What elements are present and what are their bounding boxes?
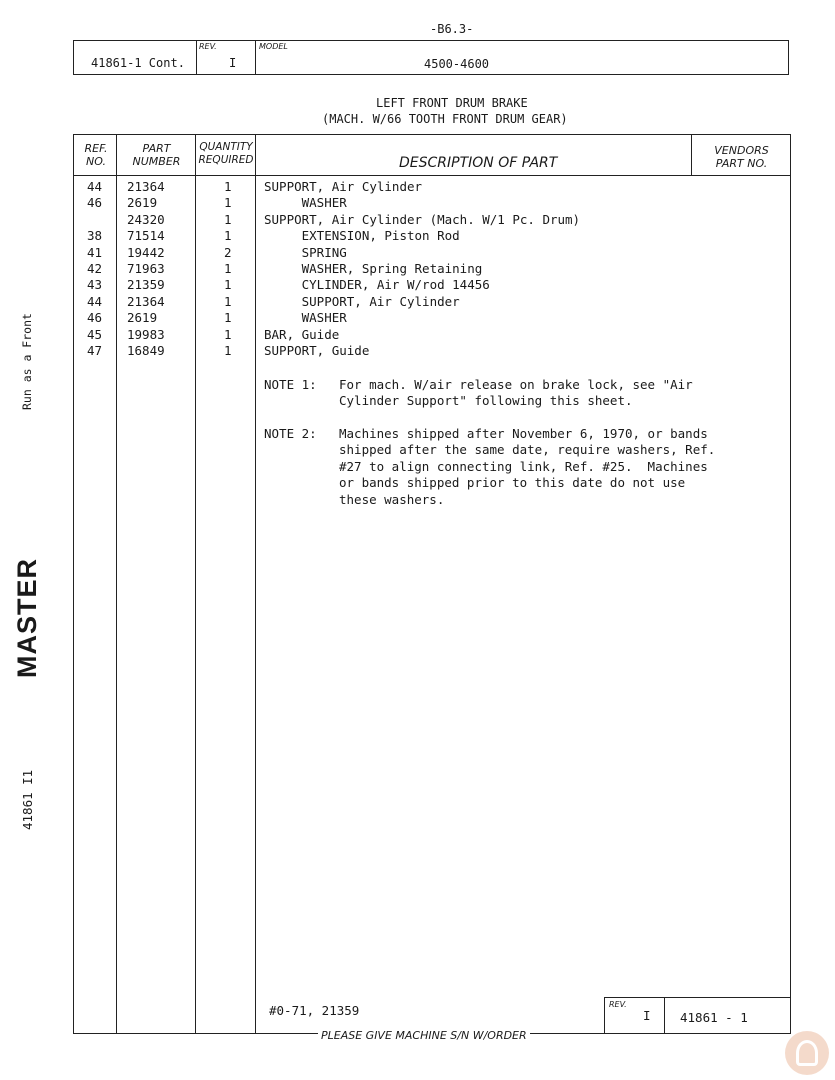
part-number-cell: 2619: [127, 195, 158, 211]
part-number-cell: 71963: [127, 261, 165, 276]
note-line: shipped after the same date, require washers, Ref.: [339, 442, 716, 458]
table-row: [74, 343, 790, 359]
footer-rev-value: I: [643, 1008, 651, 1023]
part-number-cell: 2619: [127, 310, 158, 326]
note-label: NOTE 1:: [264, 377, 317, 392]
order-instruction: PLEASE GIVE MACHINE S/N W/ORDER: [318, 1029, 530, 1042]
description-cell: SUPPORT, Guide: [264, 343, 370, 358]
note-line: Machines shipped after November 6, 1970, or bands: [339, 426, 708, 441]
quantity-cell: 1: [224, 179, 232, 194]
ref-cell: 45: [87, 326, 103, 342]
note-line: For mach. W/air release on brake lock, see "Air: [339, 377, 693, 392]
quantity-cell: 1: [224, 310, 232, 326]
description-cell: EXTENSION, Piston Rod: [264, 228, 460, 244]
section-title: LEFT FRONT DRUM BRAKE: [376, 96, 528, 110]
quantity-cell: 1: [224, 343, 232, 358]
table-row: [74, 228, 790, 244]
quantity-cell: 1: [224, 228, 232, 244]
quantity-cell: 2: [224, 244, 232, 260]
footer-doc-number: 41861 - 1: [680, 1010, 748, 1025]
description-cell: SUPPORT, Air Cylinder: [264, 293, 460, 309]
table-row: [74, 310, 790, 326]
ref-cell: 44: [87, 179, 103, 194]
part-number-cell: 21359: [127, 277, 165, 293]
part-number-cell: 24320: [127, 211, 165, 227]
quantity-cell: 1: [224, 326, 232, 342]
description-cell: CYLINDER, Air W/rod 14456: [264, 277, 490, 293]
quantity-cell: 1: [224, 293, 232, 309]
quantity-cell: 1: [224, 211, 232, 227]
ref-cell: 43: [87, 277, 103, 293]
header-box: [73, 40, 789, 75]
description-cell: SUPPORT, Air Cylinder (Mach. W/1 Pc. Drum): [264, 211, 581, 227]
footer-box: [604, 997, 790, 1033]
table-row: [74, 261, 790, 277]
header-model-label: MODEL: [259, 42, 288, 51]
header-model-value: 4500-4600: [424, 57, 490, 71]
description-cell: BAR, Guide: [264, 326, 340, 342]
ref-cell: 46: [87, 310, 103, 326]
ref-cell: 47: [87, 343, 103, 358]
note-line: Cylinder Support" following this sheet.: [339, 393, 633, 409]
page-reference: -B6.3-: [430, 22, 474, 36]
table-row: [74, 277, 790, 293]
description-cell: SPRING: [264, 244, 347, 260]
col-header-ref: REF. NO.: [84, 142, 108, 168]
part-number-cell: 19983: [127, 326, 165, 342]
table-row: [74, 195, 790, 211]
note-line: or bands shipped prior to this date do not use: [339, 475, 686, 491]
quantity-cell: 1: [224, 277, 232, 293]
col-header-part: PART NUMBER: [132, 142, 181, 168]
part-number-cell: 71514: [127, 228, 165, 244]
table-row: [74, 245, 790, 261]
part-number-cell: 16849: [127, 343, 165, 358]
note-label: NOTE 2:: [264, 426, 317, 441]
header-rev-label: REV.: [199, 42, 217, 51]
ref-cell: 42: [87, 261, 103, 276]
side-master-stamp: MASTER: [12, 558, 42, 678]
header-doc-number: 41861-1 Cont.: [91, 56, 185, 70]
part-number-cell: 21364: [127, 293, 165, 309]
quantity-cell: 1: [224, 195, 232, 211]
footer-ref-code: #0-71, 21359: [269, 1003, 360, 1018]
ref-cell: 46: [87, 195, 103, 211]
header-rev-value: I: [229, 56, 237, 70]
description-cell: WASHER: [264, 310, 347, 326]
part-number-cell: 21364: [127, 179, 165, 194]
note-line: #27 to align connecting link, Ref. #25. Machines: [339, 458, 708, 474]
part-number-cell: 19442: [127, 244, 165, 260]
side-doc-number: 41861 I1: [20, 769, 35, 830]
description-cell: WASHER: [264, 195, 347, 211]
col-header-description: DESCRIPTION OF PART: [399, 155, 558, 171]
table-row: [74, 179, 790, 195]
table-row: [74, 294, 790, 310]
section-subtitle: (MACH. W/66 TOOTH FRONT DRUM GEAR): [322, 112, 568, 126]
ref-cell: 44: [87, 293, 103, 309]
parts-table: [73, 134, 791, 1034]
note-line: these washers.: [339, 491, 445, 507]
col-header-qty: QUANTITY REQUIRED: [198, 141, 254, 166]
side-run-as-text: Run as a Front: [20, 313, 34, 410]
ref-cell: 41: [87, 244, 103, 260]
table-row: [74, 212, 790, 228]
quantity-cell: 1: [224, 261, 232, 276]
watermark-logo-icon: [785, 1031, 829, 1075]
table-row: [74, 327, 790, 343]
col-header-vendor: VENDORS PART NO.: [714, 144, 769, 170]
footer-rev-label: REV.: [609, 1000, 627, 1009]
ref-cell: 38: [87, 228, 103, 244]
description-cell: SUPPORT, Air Cylinder: [264, 179, 423, 194]
description-cell: WASHER, Spring Retaining: [264, 261, 483, 276]
